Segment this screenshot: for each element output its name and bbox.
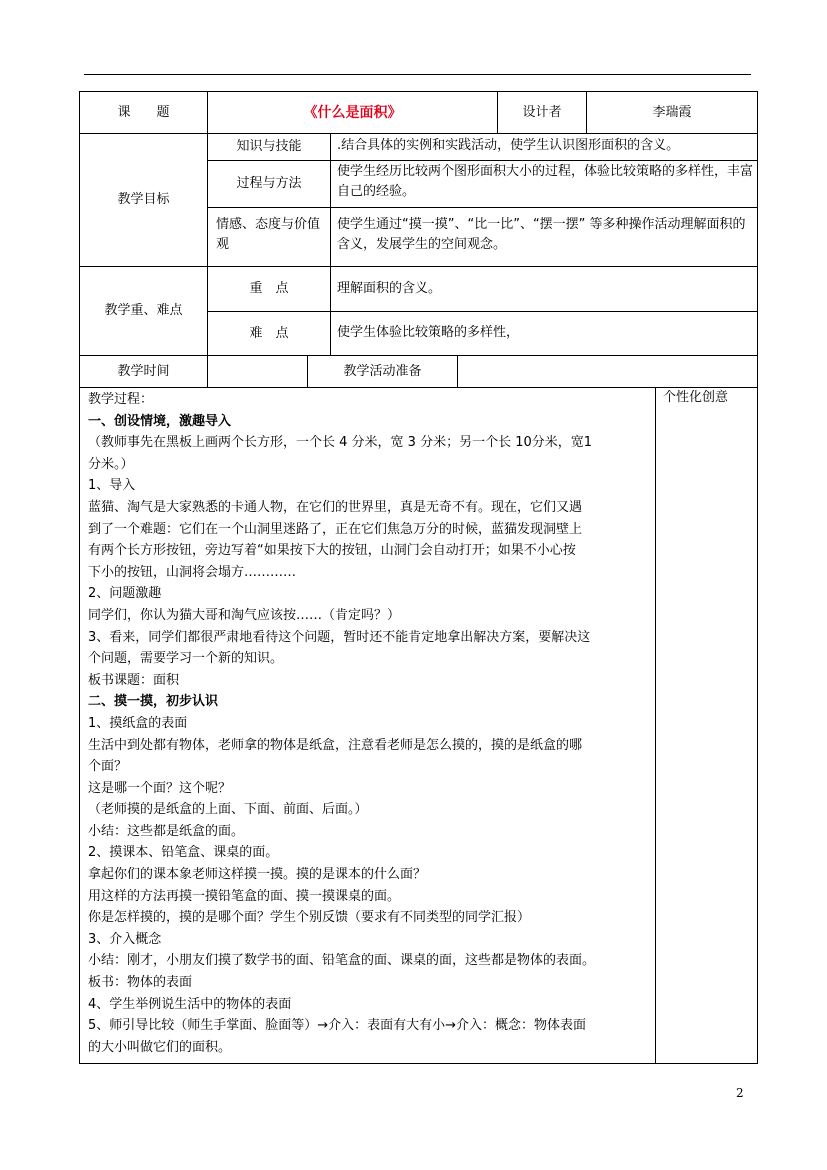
process-line: 小结：这些都是纸盒的面。: [88, 823, 245, 839]
process-line: 你是怎样摸的，摸的是哪个面？学生个别反馈（要求有不同类型的同学汇报）: [88, 910, 531, 926]
header-rule: [84, 74, 751, 75]
process-line: 3、介入概念: [88, 931, 162, 947]
process-line: 个面？: [88, 759, 128, 775]
process-line: 5、师引导比较（师生手掌面、脸面等）→介入：表面有大有小→介入：概念：物体表面: [88, 1018, 587, 1034]
lesson-title: 《什么是面积》: [303, 104, 402, 121]
designer-label: 设计者: [522, 104, 562, 120]
process-line: 到了一个难题：它们在一个山洞里迷路了，正在它们焦急万分的时候，蓝猫发现洞壁上: [88, 521, 583, 537]
process-line: 教学过程：: [88, 392, 154, 407]
teaching-process: [88, 389, 654, 1058]
course-label: 课 题: [117, 104, 170, 120]
focus-label: 重 点: [249, 281, 289, 296]
objective-category: 情感、态度与价值观: [216, 217, 321, 252]
process-line: 有两个长方形按钮，旁边写着“如果按下大的按钮，山洞门会自动打开；如果不小心按: [88, 543, 576, 559]
difficulty-label: 难 点: [249, 325, 289, 341]
process-line: 4、学生举例说生活中的物体的表面: [88, 996, 292, 1012]
objective-category: 过程与方法: [236, 176, 302, 191]
time-value: [208, 356, 307, 387]
section-heading: 二、摸一摸，初步认识: [88, 694, 219, 710]
process-line: （教师事先在黑板上画两个长方形，一个长 4 分米，宽 3 分米；另一个长 10分米，宽1: [88, 435, 593, 451]
focus-content: 理解面积的含义。: [337, 281, 442, 296]
creative-column-label: 个性化创意: [663, 390, 729, 405]
objectives-label: 教学目标: [117, 192, 170, 207]
process-line: 1、导入: [88, 478, 136, 494]
process-line: 这是哪一个面？这个呢？: [88, 780, 232, 796]
prep-value: [458, 356, 757, 387]
process-line: 2、问题激趣: [88, 586, 162, 602]
process-line: 3、看来，同学们都很严肃地看待这个问题，暂时还不能肯定地拿出解决方案，要解决这: [88, 629, 591, 645]
process-line: 板书课题：面积: [88, 672, 180, 688]
process-line: 分米。）: [88, 456, 134, 472]
process-line: 拿起你们的课本象老师这样摸一摸。摸的是课本的什么面？: [88, 867, 427, 883]
section-heading: 一、创设情境，激趣导入: [88, 413, 232, 429]
process-line: 小结：刚才，小朋友们摸了数学书的面、铅笔盒的面、课桌的面，这些都是物体的表面。: [88, 953, 596, 969]
process-line: 蓝猫、淘气是大家熟悉的卡通人物，在它们的世界里，真是无奇不有。现在，它们又遇: [88, 499, 583, 515]
page-number: 2: [736, 1086, 744, 1100]
process-line: 的大小叫做它们的面积。: [88, 1039, 232, 1055]
objective-content: .结合具体的实例和实践活动，使学生认识图形面积的含义。: [337, 138, 680, 153]
process-line: 个问题，需要学习一个新的知识。: [88, 651, 284, 667]
objective-content: 使学生经历比较两个图形面积大小的过程，体验比较策略的多样性，丰富自己的经验。: [337, 164, 754, 199]
prep-label: 教学活动准备: [343, 363, 422, 379]
time-label: 教学时间: [117, 363, 170, 379]
process-line: （老师摸的是纸盒的上面、下面、前面、后面。）: [88, 802, 368, 818]
objective-category: 知识与技能: [236, 139, 302, 154]
objective-content: 使学生通过“摸一摸”、“比一比”、“摆一摆” 等多种操作活动理解面积的含义，发展学生的空间观念。: [337, 217, 746, 252]
process-line: 下小的按钮，山洞将会塌方…………: [88, 564, 297, 580]
designer-name: 李瑞霞: [652, 104, 692, 120]
process-line: 同学们，你认为猫大哥和淘气应该按……（肯定吗？）: [88, 607, 401, 623]
process-line: 2、摸课本、铅笔盒、课桌的面。: [88, 845, 279, 861]
process-line: 生活中到处都有物体，老师拿的物体是纸盒，注意看老师是怎么摸的，摸的是纸盒的哪: [88, 737, 583, 753]
process-line: 用这样的方法再摸一摸铅笔盒的面、摸一摸课桌的面。: [88, 888, 401, 904]
process-line: 1、摸纸盒的表面: [88, 715, 188, 731]
difficulty-content: 使学生体验比较策略的多样性，: [337, 325, 520, 340]
key-points-label: 教学重、难点: [104, 303, 183, 318]
process-line: 板书：物体的表面: [88, 975, 193, 991]
